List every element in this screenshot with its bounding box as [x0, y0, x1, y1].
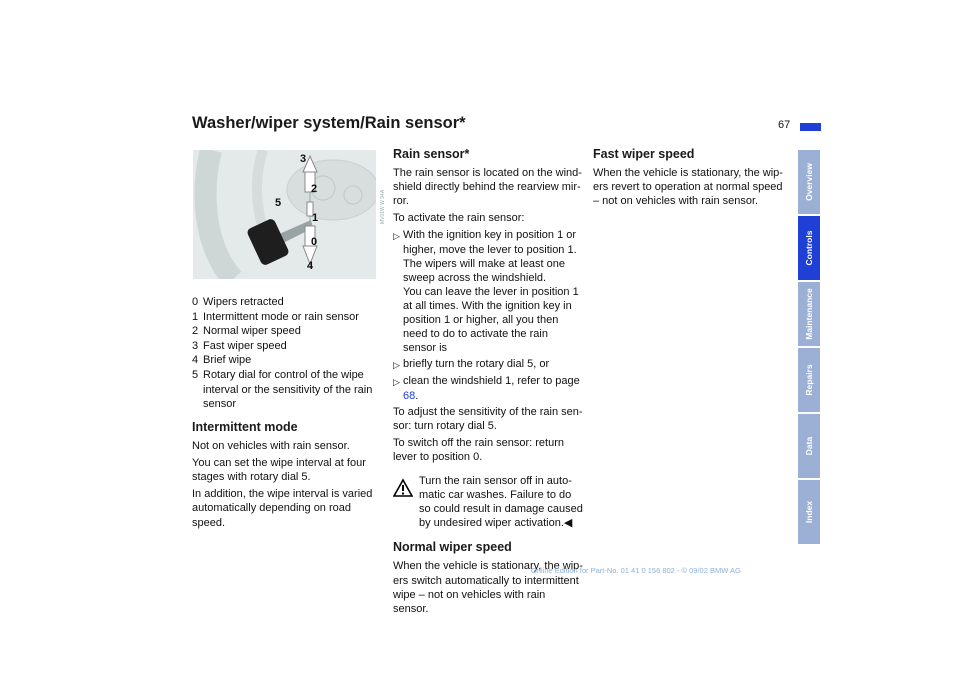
- fast-speed-text: When the vehicle is stationary, the wip-ers revert to operation at normal speed – not on vehicles with rain sensor.: [593, 167, 783, 208]
- intermittent-section: [192, 420, 378, 533]
- tab-index[interactable]: Index: [798, 480, 820, 544]
- bullet-item: ▷ With the ignition key in position 1 or higher, move the lever to position 1. The wipers will make at least one sweep across the windshield. You can leave the lever in position 1 at all times. With the ignition key in position 1 or higher, all you then need to do to activate the rain sensor is: [393, 229, 579, 355]
- page-number-bar: [800, 123, 821, 131]
- fast-speed-heading: Fast wiper speed: [593, 147, 695, 161]
- legend-item: 5 Rotary dial for control of the wipe interval or the sensitivity of the rain sensor: [192, 368, 373, 411]
- rain-sensor-section: [393, 147, 583, 619]
- tab-controls[interactable]: Controls: [798, 216, 820, 280]
- intermittent-text-3: In addition, the wipe interval is varied automatically depending on road speed.: [192, 488, 373, 529]
- legend-list: [192, 295, 377, 412]
- normal-speed-text: When the vehicle is stationary, the wip-ers switch automatically to intermittent wipe – not on vehicles with rain sensor.: [393, 560, 583, 615]
- warning-triangle-icon: [393, 478, 413, 498]
- normal-speed-heading: Normal wiper speed: [393, 540, 512, 555]
- footer-edition: Online Edition for Part-No. 01 41 0 156 802 - © 09/02 BMW AG: [531, 566, 741, 575]
- wiper-lever-illustration: [193, 150, 376, 279]
- warning-note: [393, 474, 583, 530]
- photo-label-5: 5: [275, 197, 282, 209]
- bullet-item: ▷ clean the windshield 1, refer to page 68.: [393, 375, 580, 402]
- page-number: 67: [778, 119, 791, 131]
- tab-data[interactable]: Data: [798, 414, 820, 478]
- page-title: Washer/wiper system/Rain sensor*: [192, 114, 466, 132]
- photo-label-4: 4: [307, 260, 314, 272]
- legend-item: 3 Fast wiper speed: [192, 339, 287, 352]
- tab-overview[interactable]: Overview: [798, 150, 820, 214]
- intermittent-heading: Intermittent mode: [192, 420, 298, 434]
- tab-repairs[interactable]: Repairs: [798, 348, 820, 412]
- legend-item: 2 Normal wiper speed: [192, 325, 301, 338]
- page-link-68[interactable]: 68: [403, 389, 416, 402]
- legend-item: 4 Brief wipe: [192, 354, 252, 367]
- legend-item: 1 Intermittent mode or rain sensor: [192, 310, 359, 323]
- rain-sensor-text-4: To switch off the rain sensor: return lever to position 0.: [393, 436, 564, 463]
- intermittent-text-2: You can set the wipe interval at four stages with rotary dial 5.: [192, 457, 366, 484]
- intermittent-text-1: Not on vehicles with rain sensor.: [192, 440, 350, 453]
- fast-speed-section: [593, 147, 783, 211]
- photo-id: MV01W W 94A: [380, 189, 386, 224]
- bullet-arrow-icon: ▷: [393, 377, 400, 388]
- rain-sensor-heading: Rain sensor*: [393, 147, 470, 161]
- photo-label-0: 0: [311, 236, 318, 248]
- legend-item: 0 Wipers retracted: [192, 296, 284, 308]
- photo-label-2: 2: [311, 183, 318, 195]
- photo-label-1: 1: [312, 212, 319, 224]
- bullet-arrow-icon: ▷: [393, 360, 400, 371]
- photo-label-3: 3: [300, 153, 307, 165]
- bullet-item: ▷ briefly turn the rotary dial 5, or: [393, 357, 583, 372]
- rain-sensor-text-2: To activate the rain sensor:: [393, 212, 525, 225]
- warning-text: Turn the rain sensor off in auto-matic car washes. Failure to do so could result in damage caused by undesired wiper activation.◀: [419, 474, 583, 530]
- tab-maintenance[interactable]: Maintenance: [798, 282, 820, 346]
- rain-sensor-text-3: To adjust the sensitivity of the rain sen-sor: turn rotary dial 5.: [393, 405, 583, 432]
- rain-sensor-text-1: The rain sensor is located on the wind-shield directly behind the rearview mir-ror.: [393, 167, 582, 208]
- bullet-arrow-icon: ▷: [393, 231, 400, 242]
